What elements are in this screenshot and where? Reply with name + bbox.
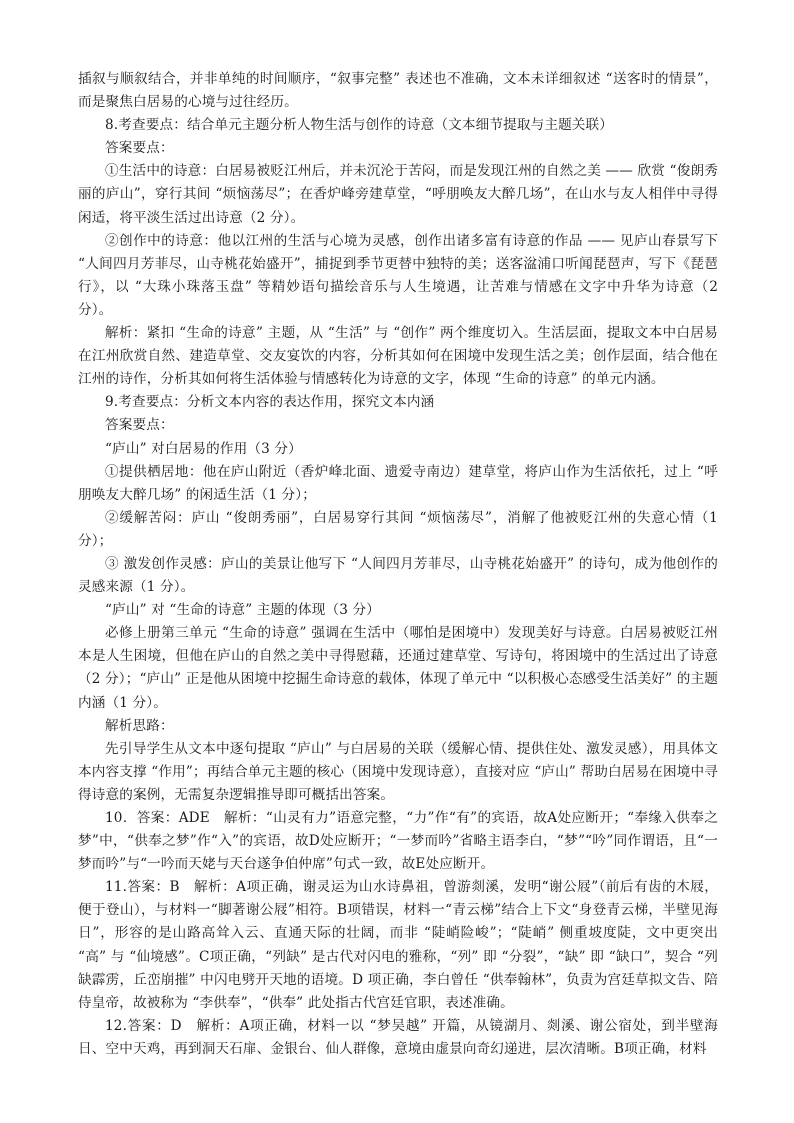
paragraph: ①生活中的诗意：白居易被贬江州后，并未沉沦于苦闷，而是发现江州的自然之美 —— 欣赏 “俊朗秀丽的庐山”，穿行其间 “烦恼荡尽”；在香炉峰旁建草堂，“呼朋唤友大醉几场”，在山水与友人相伴中寻得闲适，将平淡生活过出诗意（2 分）。 <box>78 163 718 226</box>
paragraph: 解析：紧扣 “生命的诗意” 主题，从 “生活” 与 “创作” 两个维度切入。生活层面，提取文本中白居易在江州欣赏自然、建造草堂、交友宴饮的内容，分析其如何在困境中发现生活之美；创作层面，结合他在江州的诗作，分析其如何将生活体验与情感转化为诗意的文字，体现 “生命的诗意” 的单元内涵。 <box>78 325 718 388</box>
analysis-label: 解析思路： <box>105 717 174 734</box>
answer-label: 答案要点： <box>105 417 174 434</box>
document-page <box>78 68 718 1061</box>
question-8-heading: 8.考查要点：结合单元主题分析人物生活与创作的诗意（文本细节提取与主题关联） <box>105 117 614 134</box>
subheading: “庐山” 对白居易的作用（3 分） <box>105 440 302 457</box>
paragraph: 先引导学生从文本中逐句提取 “庐山” 与白居易的关联（缓解心情、提供住处、激发灵感），用具体文本内容支撑 “作用”；再结合单元主题的核心（困境中发现诗意），直接对应 “庐山” 帮助白居易在困境中寻得诗意的案例，无需复杂逻辑推导即可概括出答案。 <box>78 740 718 803</box>
paragraph: ②创作中的诗意：他以江州的生活与心境为灵感，创作出诸多富有诗意的作品 —— 见庐山春景写下 “人间四月芳菲尽，山寺桃花始盛开”，捕捉到季节更替中独特的美；送客湓浦口听闻琵琶声，写下《琵琶行》，以 “大珠小珠落玉盘” 等精妙语句描绘音乐与人生境遇，让苦难与情感在文字中升华为诗意（2 分）。 <box>78 232 718 318</box>
paragraph: 必修上册第三单元 “生命的诗意” 强调在生活中（哪怕是困境中）发现美好与诗意。白居易被贬江州本是人生困境，但他在庐山的自然之美中寻得慰藉，还通过建草堂、写诗句，将困境中的生活过出了诗意（2 分）；“庐山” 正是他从困境中挖掘生命诗意的载体，体现了单元中 “以积极心态感受生活美好” 的主题内涵（1 分）。 <box>78 625 718 711</box>
subheading: “庐山” 对 “生命的诗意” 主题的体现（3 分） <box>105 602 380 619</box>
question-12-answer: 12.答案：D 解析：A项正确，材料一以 “梦吴越” 开篇，从镜湖月、剡溪、谢公宿处，到半壁海日、空中天鸡，再到洞天石扉、金银台、仙人群像，意境由虚景向奇幻递进，层次清晰。B项正确，材料 <box>78 1017 718 1057</box>
paragraph: ①提供栖居地：他在庐山附近（香炉峰北面、遗爱寺南边）建草堂，将庐山作为生活依托，过上 “呼朋唤友大醉几场” 的闲适生活（1 分）； <box>78 463 718 503</box>
question-10-answer: 10．答案：ADE 解析：“山灵有力”语意完整，“力”作“有”的宾语，故A处应断开；“奉缘入供奉之梦”中，“供奉之梦”作“入”的宾语，故D处应断开；“一梦而吟”省略主语李白，“梦”“吟”同作谓语，且“一梦而吟”与“一吟而天姥与天台遂争伯仲席”句式一致，故E处应断开。 <box>78 810 718 873</box>
question-9-heading: 9.考查要点：分析文本内容的表达作用，探究文本内涵 <box>105 394 435 411</box>
paragraph: 插叙与顺叙结合，并非单纯的时间顺序，“叙事完整” 表述也不准确，文本未详细叙述 “送客时的情景”，而是聚焦白居易的心境与过往经历。 <box>78 71 718 111</box>
question-11-answer: 11.答案：B 解析：A项正确，谢灵运为山水诗鼻祖，曾游剡溪，发明“谢公屐”（前后有齿的木屐，便于登山），与材料一“脚著谢公屐”相符。B项错误，材料一“青云梯”结合上下文“身登青云梯，半壁见海日”，形容的是山路高耸入云、直通天际的壮阔，而非 “陡峭险峻”；“陡峭” 侧重坡度陡，文中更突出 “高” 与 “仙境感”。C项正确，“列缺” 是古代对闪电的雅称，“列” 即 “分裂”，“缺” 即 “缺口”，契合 “列缺霹雳，丘峦崩摧” 中闪电劈开天地的语境。D 项正确，李白曾任 “供奉翰林”，负责为宫廷草拟文告、陪侍皇帝，故被称为 “李供奉”，“供奉” 此处指古代宫廷官职，表述准确。 <box>78 879 718 1011</box>
paragraph: ②缓解苦闷：庐山 “俊朗秀丽”，白居易穿行其间 “烦恼荡尽”，消解了他被贬江州的失意心情（1 分）； <box>78 509 718 549</box>
paragraph: ③ 激发创作灵感：庐山的美景让他写下 “人间四月芳菲尽，山寺桃花始盛开” 的诗句，成为他创作的灵感来源（1 分）。 <box>78 555 718 596</box>
answer-label: 答案要点： <box>105 140 174 157</box>
